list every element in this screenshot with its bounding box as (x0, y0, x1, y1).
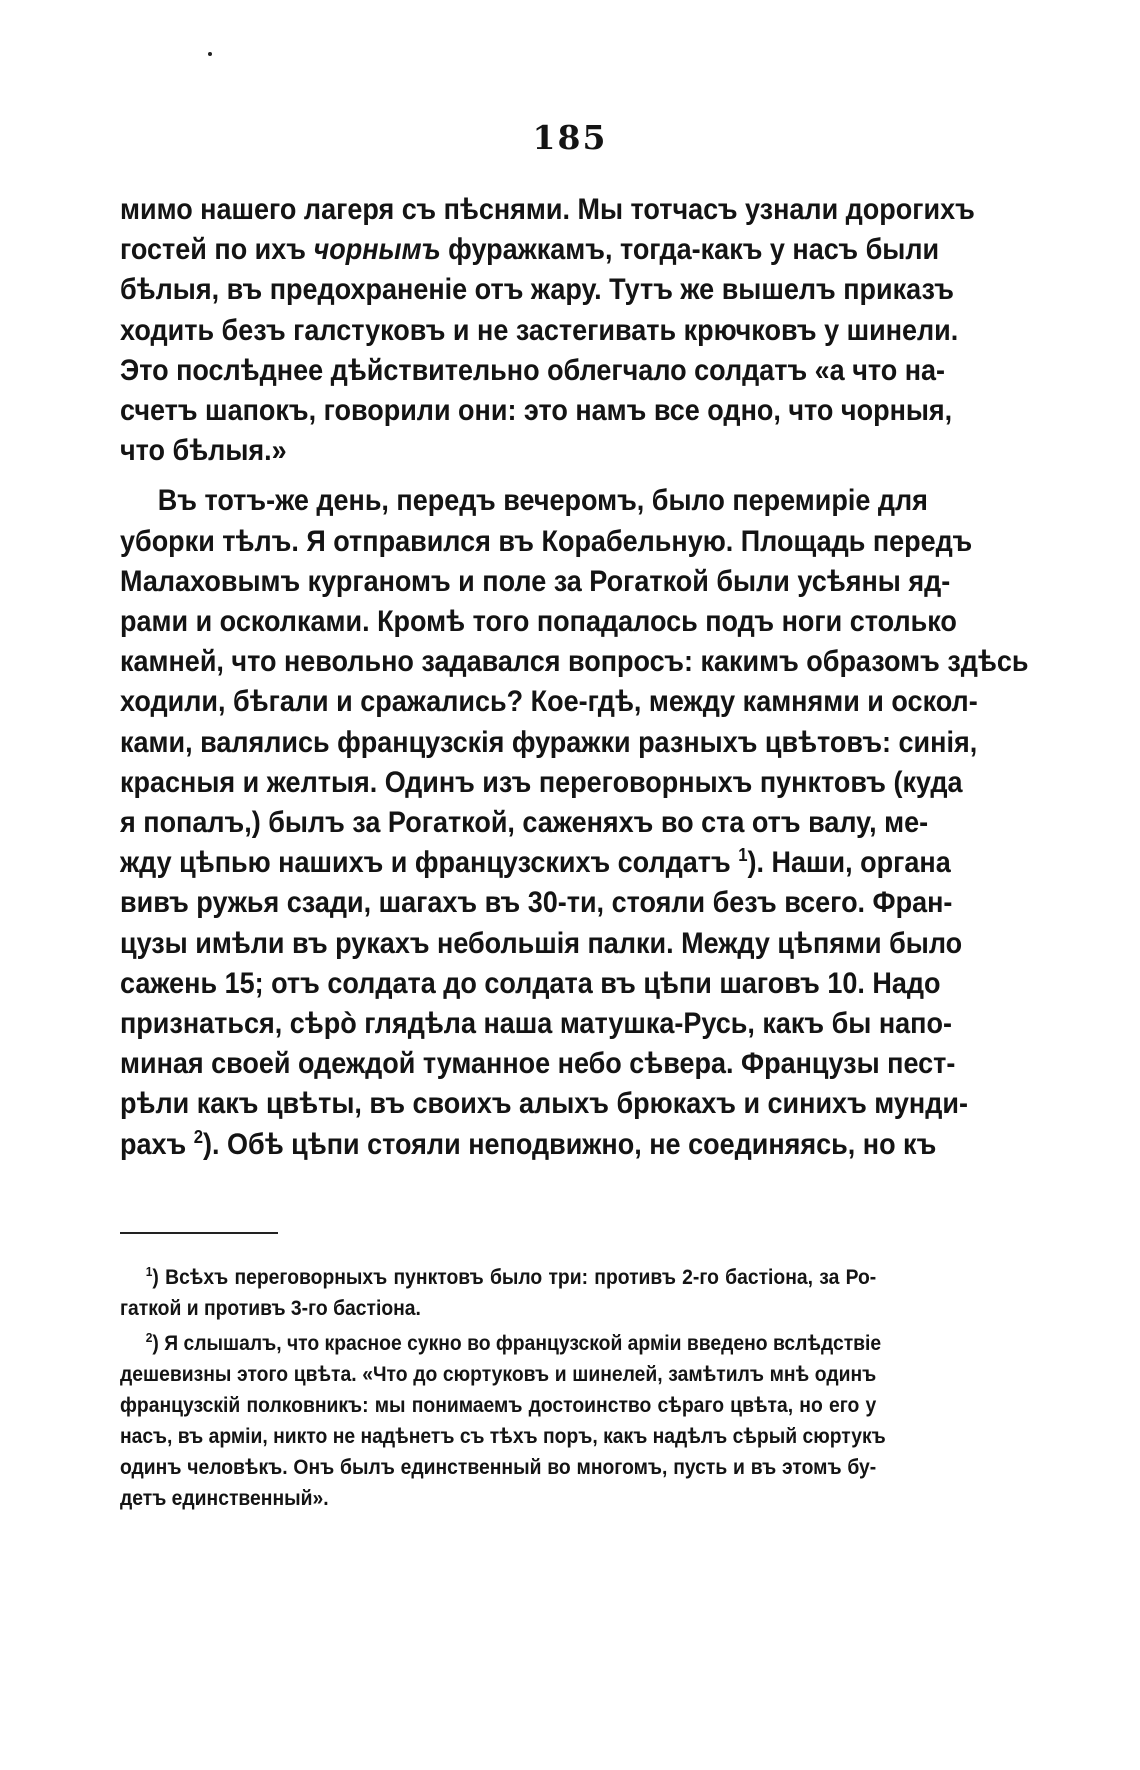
footnote-mark: 1 (145, 1264, 153, 1279)
text-line: бѣлыя, въ предохраненіе отъ жару. Тутъ же вышелъ приказъ (120, 273, 954, 307)
text-line: счетъ шапокъ, говорили они: это намъ все одно, что чорныя, (120, 394, 953, 428)
text-line: камней, что невольно задавался вопросъ: какимъ образомъ здѣсь (120, 645, 1029, 679)
text-line: рахъ $^2$). Обѣ цѣпи стояли неподвижно, не соединяясь, но къ (120, 1125, 937, 1161)
text-line: Это послѣднее дѣйствительно облегчало солдатъ «а что на- (120, 353, 946, 387)
footnote-line: насъ, въ арміи, никто не надѣнетъ съ тѣхъ поръ, какъ надѣлъ сѣрый сюртукъ (120, 1425, 886, 1448)
italic-word: чорнымъ (313, 233, 441, 267)
footnote-line: одинъ человѣкъ. Онъ былъ единственный во многомъ, пусть и въ этомъ бу- (120, 1456, 877, 1479)
footnote-line: детъ единственный». (120, 1487, 329, 1510)
page-number: 185 (532, 118, 608, 157)
footnote-line: $^1$) Всѣхъ переговорныхъ пунктовъ было три: противъ 2-го бастіона, за Ро- (145, 1264, 877, 1289)
text-line: сажень 15; отъ солдата до солдата въ цѣпи шаговъ 10. Надо (120, 966, 941, 1000)
text-line: красныя и желтыя. Одинъ изъ переговорныхъ пунктовъ (куда (120, 765, 963, 799)
main-text (120, 190, 1029, 1165)
footnote-line: $^2$) Я слышалъ, что красное сукно во французской арміи введено вслѣдствіе (145, 1330, 882, 1355)
text-line: Малаховымъ курганомъ и поле за Рогаткой были усѣяны яд- (120, 564, 951, 598)
footnote-mark: 2 (145, 1330, 153, 1345)
text-line: ходить безъ галстуковъ и не застегивать крючковъ у шинели. (120, 313, 959, 347)
text-line: что бѣлыя.» (120, 434, 287, 468)
footnotes (120, 1262, 886, 1514)
text-line: миная своей одеждой туманное небо сѣвера. Французы пест- (120, 1047, 956, 1081)
print-speck (208, 52, 212, 56)
text-line: рами и осколками. Кромѣ того попадалось подъ ноги столько (120, 605, 957, 639)
footnote-line: французскій полковникъ: мы понимаемъ достоинство сѣраго цвѣта, но его у (120, 1394, 877, 1417)
footnote-ref-2[interactable]: 2 (193, 1125, 204, 1147)
footnote-divider (120, 1232, 278, 1234)
footnote-line: гаткой и противъ 3-го бастіона. (120, 1297, 421, 1320)
footnote-1 (120, 1262, 876, 1324)
text-line: ходили, бѣгали и сражались? Кое-гдѣ, между камнями и оскол- (120, 685, 978, 719)
footnote-line: дешевизны этого цвѣта. «Что до сюртуковъ и шинелей, замѣтилъ мнѣ одинъ (120, 1363, 877, 1386)
paragraph-1 (120, 190, 975, 471)
text-line: вивъ ружья сзади, шагахъ въ 30-ти, стояли безъ всего. Фран- (120, 886, 953, 920)
text-line: я попалъ,) былъ за Рогаткой, саженяхъ во ста отъ валу, ме- (120, 806, 929, 840)
text-line: уборки тѣлъ. Я отправился въ Корабельную. Площадь передъ (120, 524, 973, 558)
footnote-2 (120, 1328, 886, 1514)
text-line: гостей по ихъ чорнымъ фуражкамъ, тогда-какъ у насъ были (120, 233, 940, 267)
text-line: жду цѣпью нашихъ и французскихъ солдатъ $^1$). Наши, органа (120, 844, 951, 880)
text-line: ками, валялись французскія фуражки разныхъ цвѣтовъ: синія, (120, 725, 978, 759)
text-line: признаться, сѣрò глядѣла наша матушка-Русь, какъ бы напо- (120, 1007, 952, 1041)
footnote-ref-1[interactable]: 1 (738, 844, 748, 866)
text-line: Въ тотъ-же день, передъ вечеромъ, было перемиріе для (157, 484, 928, 518)
text-line: рѣли какъ цвѣты, въ своихъ алыхъ брюкахъ и синихъ мунди- (120, 1087, 968, 1121)
text-line: мимо нашего лагеря съ пѣснями. Мы тотчасъ узнали дорогихъ (120, 193, 975, 226)
paragraph-2 (120, 481, 1029, 1164)
text-line: цузы имѣли въ рукахъ небольшія палки. Между цѣпями было (120, 926, 963, 960)
